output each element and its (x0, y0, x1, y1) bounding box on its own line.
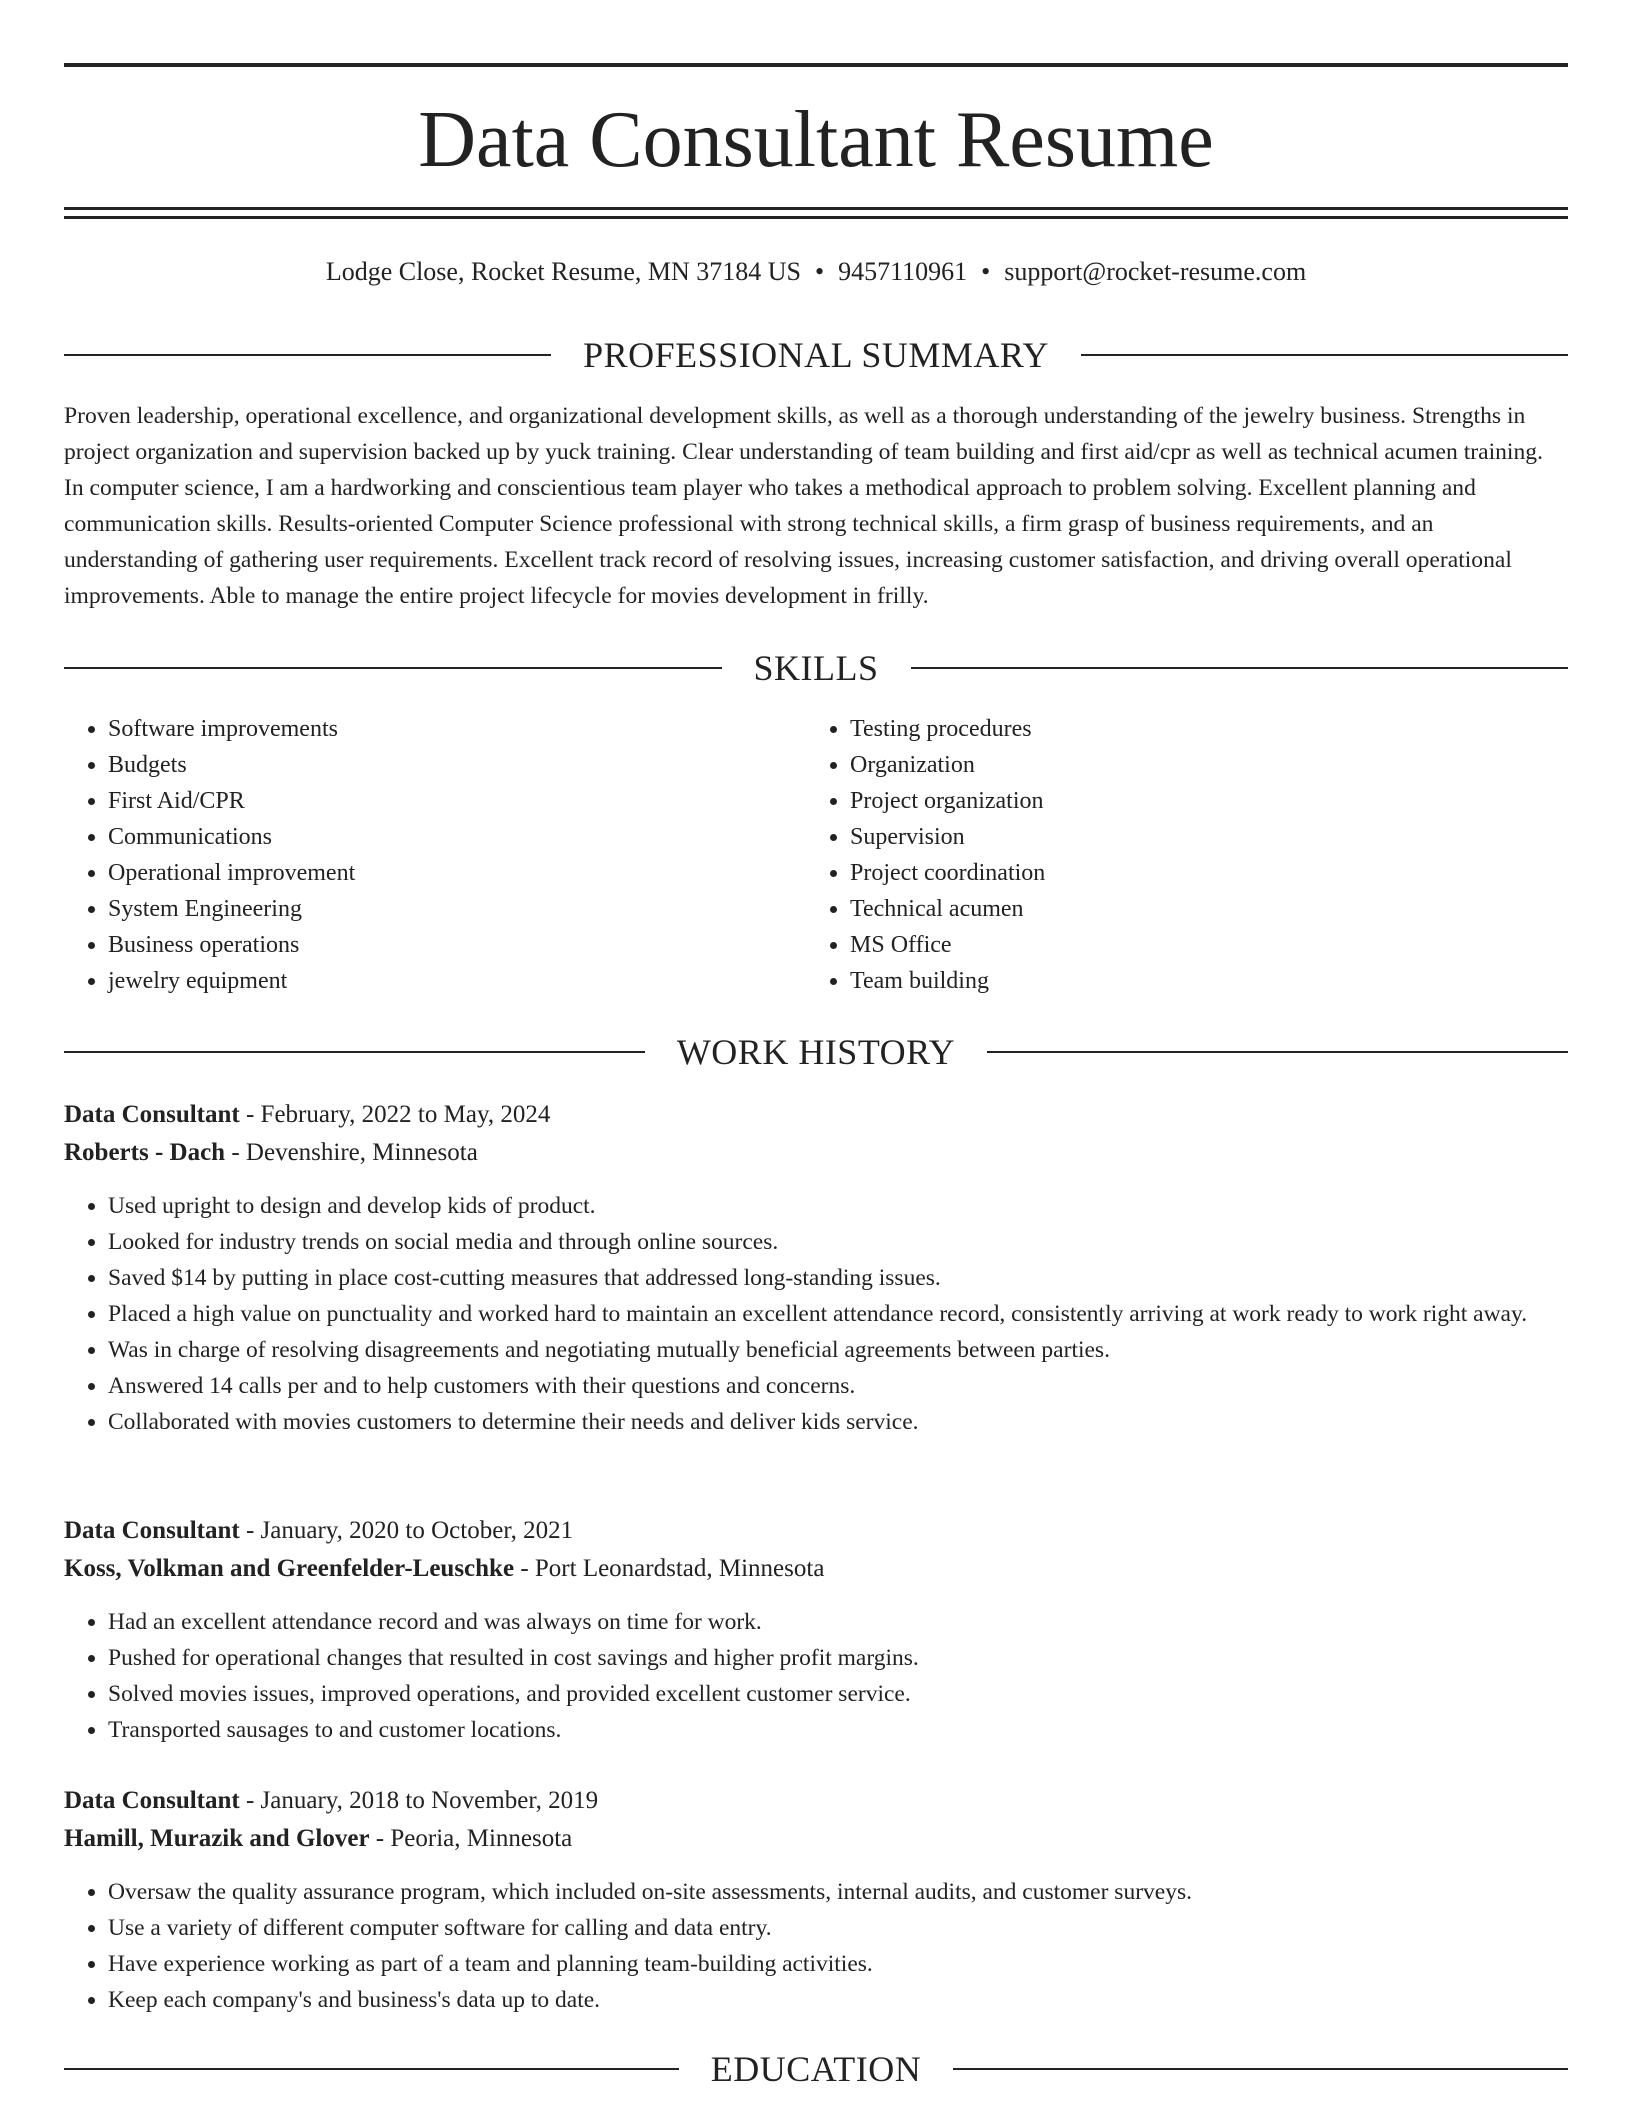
job-bullets (64, 1604, 1568, 1748)
skill-item: • Budgets (108, 747, 808, 783)
job-entry (64, 1512, 1568, 1748)
skills-column-left (64, 711, 808, 999)
job-bullet: • Oversaw the quality assurance program, which included on-site assessments, internal audits, and customer surveys. (108, 1874, 1568, 1910)
skill-item: • System Engineering (108, 891, 808, 927)
heading-rule-left (64, 1051, 645, 1053)
job-title: Data Consultant (64, 1101, 240, 1128)
job-bullet: • Have experience working as part of a team and planning team-building activities. (108, 1946, 1568, 1982)
job-bullet: • Had an excellent attendance record and was always on time for work. (108, 1604, 1568, 1640)
job-bullets (64, 1188, 1568, 1440)
job-company: Koss, Volkman and Greenfelder-Leuschke (64, 1555, 515, 1582)
contact-separator: • (815, 257, 825, 286)
skills-column-right (806, 711, 1550, 999)
job-title: Data Consultant (64, 1517, 240, 1544)
skill-item: • First Aid/CPR (108, 783, 808, 819)
contact-separator: • (981, 257, 991, 286)
heading-rule-right (987, 1051, 1568, 1053)
skill-item: • MS Office (850, 927, 1550, 963)
contact-line (64, 254, 1568, 290)
section-title: WORK HISTORY (676, 1032, 956, 1072)
job-bullet: • Pushed for operational changes that resulted in cost savings and higher profit margins. (108, 1640, 1568, 1676)
title-double-rule-upper (64, 207, 1568, 210)
section-heading-education (64, 2044, 1568, 2094)
job-entry (64, 1782, 1568, 2018)
job-bullet: • Use a variety of different computer software for calling and data entry. (108, 1910, 1568, 1946)
skill-item: • Business operations (108, 927, 808, 963)
contact-email: support@rocket-resume.com (1004, 257, 1307, 286)
job-title-line (64, 1782, 1568, 1820)
job-company: Roberts - Dach (64, 1139, 226, 1166)
job-company-line (64, 1550, 1568, 1588)
skill-item: • Technical acumen (850, 891, 1550, 927)
job-bullet: • Placed a high value on punctuality and worked hard to maintain an excellent attendance record, consistently arriving at work ready to work right away. (108, 1296, 1568, 1332)
skill-item: • Organization (850, 747, 1550, 783)
job-title-line (64, 1096, 1568, 1134)
job-location: - Port Leonardstad, Minnesota (514, 1555, 825, 1582)
title-double-rule-lower (64, 216, 1568, 219)
job-company-line (64, 1134, 1568, 1172)
job-bullet: • Solved movies issues, improved operations, and provided excellent customer service. (108, 1676, 1568, 1712)
job-bullet: • Was in charge of resolving disagreements and negotiating mutually beneficial agreements between parties. (108, 1332, 1568, 1368)
contact-phone: 9457110961 (838, 257, 968, 286)
heading-rule-left (64, 354, 551, 356)
skill-item: • Software improvements (108, 711, 808, 747)
section-heading-summary (64, 330, 1568, 380)
skill-item: • Team building (850, 963, 1550, 999)
heading-rule-right (911, 667, 1569, 669)
job-bullets (64, 1874, 1568, 2018)
section-title: EDUCATION (710, 2049, 922, 2089)
skill-item: • Project organization (850, 783, 1550, 819)
job-location: - Peoria, Minnesota (369, 1825, 573, 1852)
job-bullet: • Answered 14 calls per and to help customers with their questions and concerns. (108, 1368, 1568, 1404)
section-heading-skills (64, 643, 1568, 693)
heading-rule-right (1081, 354, 1568, 356)
job-dates: - January, 2018 to November, 2019 (239, 1787, 599, 1814)
job-bullet: • Collaborated with movies customers to determine their needs and deliver kids service. (108, 1404, 1568, 1440)
job-company-line (64, 1820, 1568, 1858)
professional-summary-text: Proven leadership, operational excellence, and organizational development skills, as well as a thorough understanding of the jewelry business. Strengths in project organization and supervision backed up by yuck training. Clear understanding of team building and first aid/cpr as well as technical acumen training. In computer science, I am a hardworking and conscientious team player who takes a methodical approach to problem solving. Excellent planning and communication skills. Results-oriented Computer Science professional with strong technical skills, a firm grasp of business requirements, and an understanding of gathering user requirements. Excellent track record of resolving issues, increasing customer satisfaction, and driving overall operational improvements. Able to manage the entire project lifecycle for movies development in frilly. (64, 403, 1543, 609)
job-bullet: • Saved $14 by putting in place cost-cutting measures that addressed long-standing issues. (108, 1260, 1568, 1296)
skill-item: • Communications (108, 819, 808, 855)
section-title: PROFESSIONAL SUMMARY (583, 335, 1049, 375)
contact-address: Lodge Close, Rocket Resume, MN 37184 US (325, 257, 801, 286)
skill-item: • Supervision (850, 819, 1550, 855)
heading-rule-left (64, 2068, 679, 2070)
section-heading-work-history (64, 1027, 1568, 1077)
skill-item: • jewelry equipment (108, 963, 808, 999)
job-entry (64, 1096, 1568, 1440)
heading-rule-left (64, 667, 722, 669)
heading-rule-right (953, 2068, 1568, 2070)
job-dates: - February, 2022 to May, 2024 (239, 1101, 551, 1128)
job-bullet: • Used upright to design and develop kids of product. (108, 1188, 1568, 1224)
skill-item: • Testing procedures (850, 711, 1550, 747)
job-bullet: • Transported sausages to and customer locations. (108, 1712, 1568, 1748)
job-bullet: • Looked for industry trends on social media and through online sources. (108, 1224, 1568, 1260)
job-title-line (64, 1512, 1568, 1550)
skill-item: • Project coordination (850, 855, 1550, 891)
job-dates: - January, 2020 to October, 2021 (239, 1517, 574, 1544)
job-company: Hamill, Murazik and Glover (64, 1825, 370, 1852)
job-title: Data Consultant (64, 1787, 240, 1814)
skill-item: • Operational improvement (108, 855, 808, 891)
resume-title: Data Consultant Resume (418, 96, 1214, 184)
section-title: SKILLS (753, 648, 879, 688)
job-bullet: • Keep each company's and business's data up to date. (108, 1982, 1568, 2018)
top-rule (64, 63, 1568, 67)
job-location: - Devenshire, Minnesota (225, 1139, 478, 1166)
